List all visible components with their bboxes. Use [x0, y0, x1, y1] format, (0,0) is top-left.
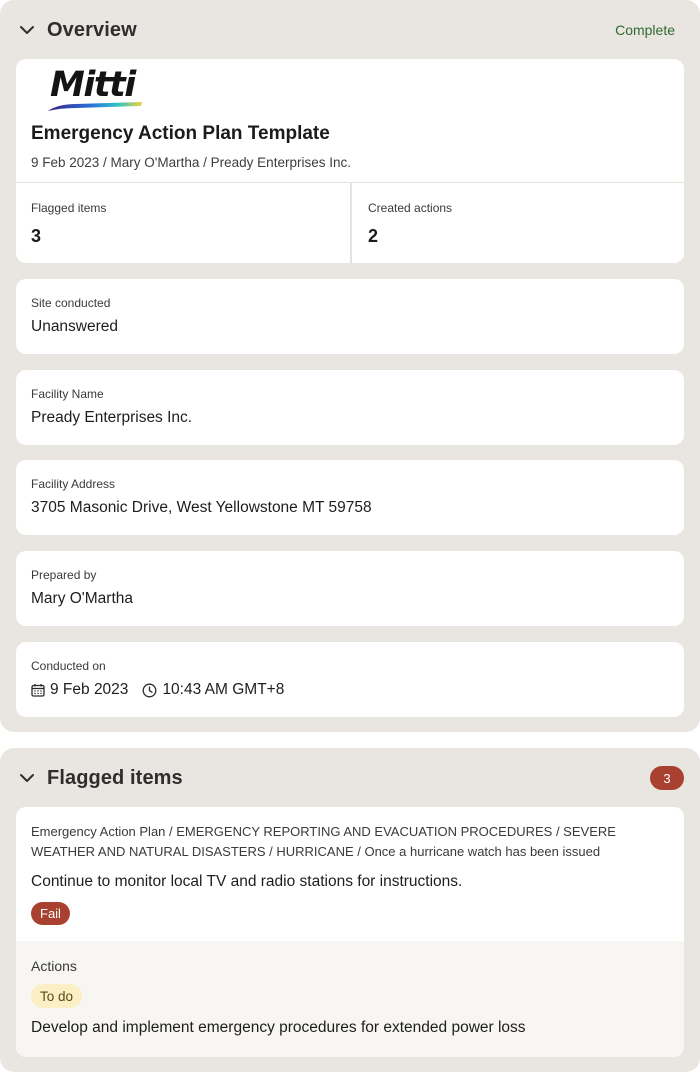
calendar-icon [31, 683, 45, 697]
question-text: Continue to monitor local TV and radio stations for instructions. [31, 873, 463, 890]
question-breadcrumb: Emergency Action Plan / EMERGENCY REPORTING AND EVACUATION PROCEDURES / SEVERE WEATHER AND NATURAL DISASTERS / HURRICANE / Once a hurricane watch has been issued [31, 824, 616, 859]
field-label: Prepared by [31, 568, 97, 582]
field-value: Unanswered [31, 318, 119, 335]
flagged-item-card[interactable] [16, 807, 684, 1057]
report-header-card [16, 59, 684, 263]
chevron-down-icon[interactable] [18, 769, 36, 787]
company-logo [46, 65, 146, 113]
field-value: Mary O'Martha [31, 590, 134, 607]
overview-title: Overview [47, 18, 137, 41]
stat-label: Created actions [368, 201, 453, 215]
logo-text: Mitti [50, 65, 135, 105]
report-title: Emergency Action Plan Template [31, 123, 330, 144]
flagged-count-badge: 3 [650, 766, 684, 790]
conducted-datetime [31, 681, 284, 699]
fail-badge: Fail [31, 902, 70, 925]
facility-name-card [16, 370, 684, 445]
conducted-on-card [16, 642, 684, 717]
field-label: Facility Name [31, 387, 104, 401]
field-label: Conducted on [31, 659, 106, 673]
prepared-by-card [16, 551, 684, 626]
flagged-items-section [0, 748, 700, 1072]
flagged-items-title: Flagged items [47, 766, 183, 789]
actions-label: Actions [31, 958, 77, 974]
chevron-down-icon[interactable] [18, 21, 36, 39]
flagged-items-stat[interactable] [16, 183, 350, 263]
field-value: 3705 Masonic Drive, West Yellowstone MT 59758 [31, 499, 372, 516]
field-label: Site conducted [31, 296, 111, 310]
flagged-items-header[interactable] [0, 748, 700, 808]
actions-panel [16, 941, 684, 1057]
facility-address-card [16, 460, 684, 535]
field-value: Pready Enterprises Inc. [31, 409, 193, 426]
stats-row [16, 182, 684, 263]
site-conducted-card [16, 279, 684, 354]
stat-value: 3 [31, 226, 42, 246]
status-label: Complete [615, 22, 675, 38]
created-actions-stat[interactable] [350, 183, 684, 263]
action-status-badge: To do [31, 984, 82, 1008]
conducted-time: 10:43 AM GMT+8 [162, 681, 285, 698]
overview-header[interactable] [0, 0, 700, 60]
stat-value: 2 [368, 226, 379, 246]
action-item[interactable]: Develop and implement emergency procedures for extended power loss [31, 1019, 526, 1036]
field-label: Facility Address [31, 477, 116, 491]
stat-label: Flagged items [31, 201, 107, 215]
conducted-date: 9 Feb 2023 [50, 681, 129, 698]
report-meta: 9 Feb 2023 / Mary O'Martha / Pready Enterprises Inc. [31, 155, 351, 170]
clock-icon [142, 683, 157, 698]
